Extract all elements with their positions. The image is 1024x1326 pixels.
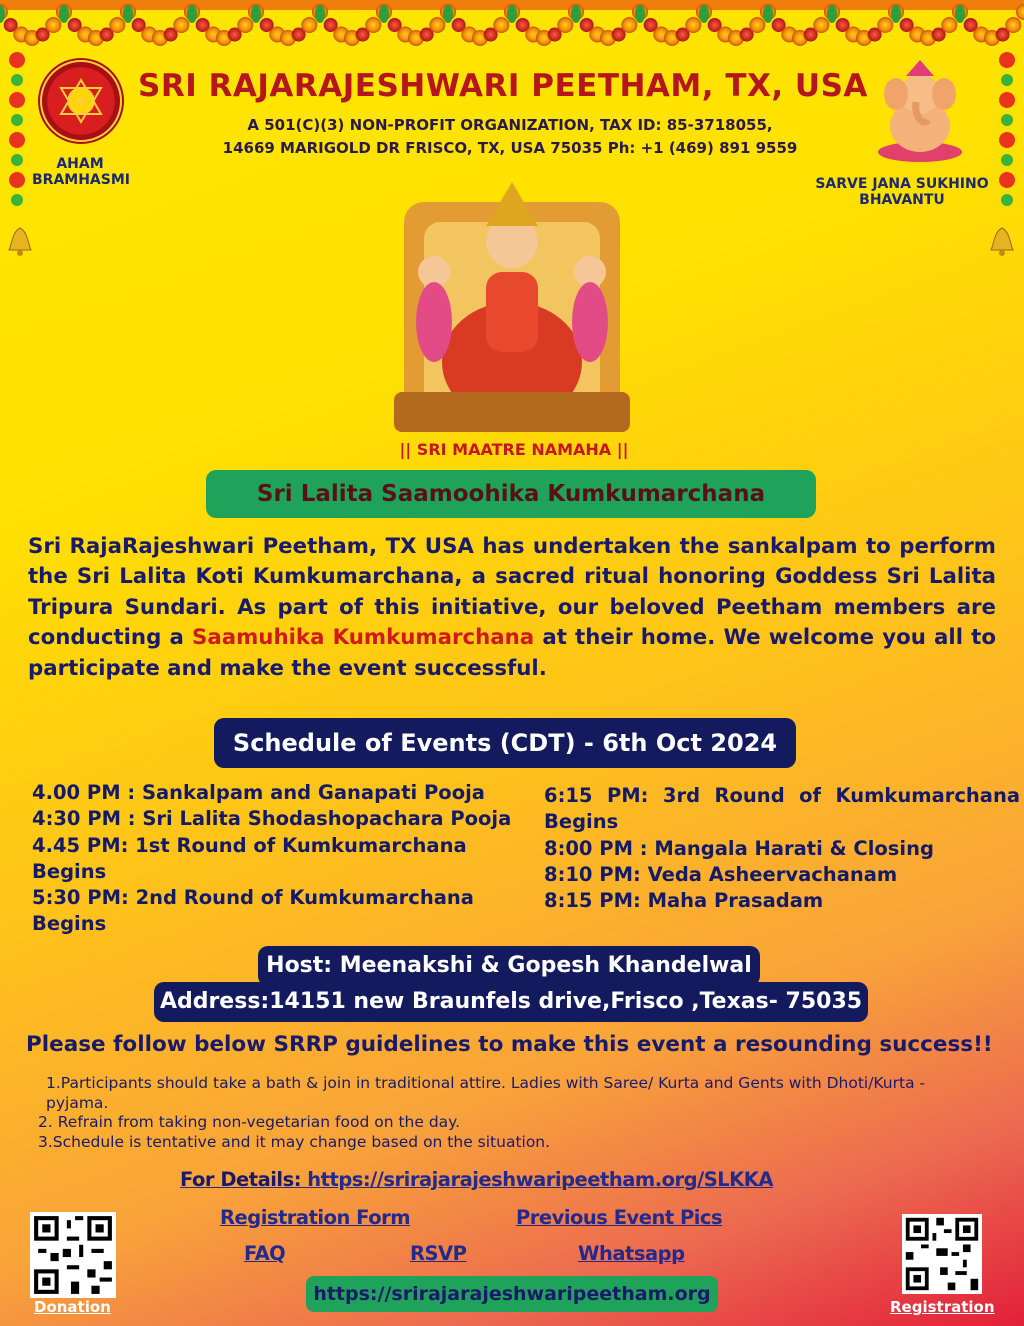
sri-maatre-namaha: || SRI MAATRE NAMAHA || xyxy=(399,440,629,459)
details-link[interactable]: https://srirajarajeshwaripeetham.org/SLKKA xyxy=(307,1168,773,1191)
host-name: Host: Meenakshi & Gopesh Khandelwal xyxy=(258,946,760,986)
goddess-lalita-image xyxy=(374,162,650,440)
schedule-item: 5:30 PM: 2nd Round of Kumkumarchana Begins xyxy=(32,886,474,936)
left-motto: AHAM BRAMHASMI xyxy=(32,156,130,188)
org-info: A 501(C)(3) NON-PROFIT ORGANIZATION, TAX ID: 85-3718055, xyxy=(247,116,773,134)
registration-link[interactable]: Registration xyxy=(890,1298,995,1316)
schedule-item: 6:15 PM: 3rd Round of Kumkumarchana Begins xyxy=(544,784,1020,834)
bell-icon xyxy=(988,226,1016,256)
sri-chakra-icon xyxy=(38,58,124,144)
schedule-item: 4:30 PM : Sri Lalita Shodashopachara Pooja xyxy=(32,807,512,831)
website-link[interactable]: https://srirajarajeshwaripeetham.org xyxy=(306,1276,718,1312)
guidelines-title: Please follow below SRRP guidelines to make this event a resounding success!! xyxy=(26,1032,993,1057)
schedule-right xyxy=(544,783,1020,914)
faq-link[interactable]: FAQ xyxy=(244,1242,286,1265)
guideline-item: 3.Schedule is tentative and it may change based on the situation. xyxy=(38,1132,551,1151)
previous-event-pics-link[interactable]: Previous Event Pics xyxy=(516,1206,723,1229)
donation-link[interactable]: Donation xyxy=(34,1298,111,1316)
page-title: SRI RAJARAJESHWARI PEETHAM, TX, USA xyxy=(138,68,868,104)
schedule-left xyxy=(32,780,522,938)
guideline-item: 2. Refrain from taking non-vegetarian food on the day. xyxy=(38,1113,461,1131)
schedule-item: 4.00 PM : Sankalpam and Ganapati Pooja xyxy=(32,781,485,804)
schedule-title: Schedule of Events (CDT) - 6th Oct 2024 xyxy=(214,718,796,768)
event-title: Sri Lalita Saamoohika Kumkumarchana xyxy=(206,470,816,518)
registration-qr-code[interactable] xyxy=(902,1214,982,1294)
guideline-item: 1.Participants should take a bath & join in traditional attire. Ladies with Saree/ Kurta and Gents with Dhoti/Kurta -pyjama. xyxy=(46,1074,926,1112)
details-label: For Details: xyxy=(180,1168,301,1191)
schedule-item: 8:15 PM: Maha Prasadam xyxy=(544,889,824,913)
intro-highlight: Saamuhika Kumkumarchana xyxy=(192,625,535,651)
schedule-item: 8:10 PM: Veda Asheervachanam xyxy=(544,862,898,886)
intro-text: Sri RajaRajeshwari Peetham, TX USA has undertaken the sankalpam to perform the Sri Lalita Koti Kumkumarchana, a sacred ritual honoring Goddess Sri Lalita Tripura Sundari. As part of this initiative, our beloved Peetham members are conducting a xyxy=(28,534,996,651)
schedule-item: 8:00 PM : Mangala Harati & Closing xyxy=(544,836,934,860)
ganesha-icon xyxy=(866,56,974,164)
schedule-item: 4.45 PM: 1st Round of Kumkumarchana Begins xyxy=(32,833,467,883)
org-address: 14669 MARIGOLD DR FRISCO, TX, USA 75035 Ph: +1 (469) 891 9559 xyxy=(222,139,798,157)
details-line xyxy=(180,1168,773,1191)
host-address: Address:14151 new Braunfels drive,Frisco ,Texas- 75035 xyxy=(154,982,868,1022)
whatsapp-link[interactable]: Whatsapp xyxy=(578,1242,685,1265)
intro-text-end: at their home. We welcome you all to participate and make the event successful. xyxy=(28,625,996,681)
guidelines-list xyxy=(38,1074,978,1152)
bell-icon xyxy=(6,226,34,256)
intro-paragraph xyxy=(28,532,996,684)
registration-form-link[interactable]: Registration Form xyxy=(220,1206,411,1229)
right-motto: SARVE JANA SUKHINO BHAVANTU xyxy=(815,176,989,208)
donation-qr-code[interactable] xyxy=(30,1212,116,1298)
peetham-logo xyxy=(38,58,124,144)
rsvp-link[interactable]: RSVP xyxy=(410,1242,467,1265)
marigold-garland xyxy=(0,0,1024,58)
